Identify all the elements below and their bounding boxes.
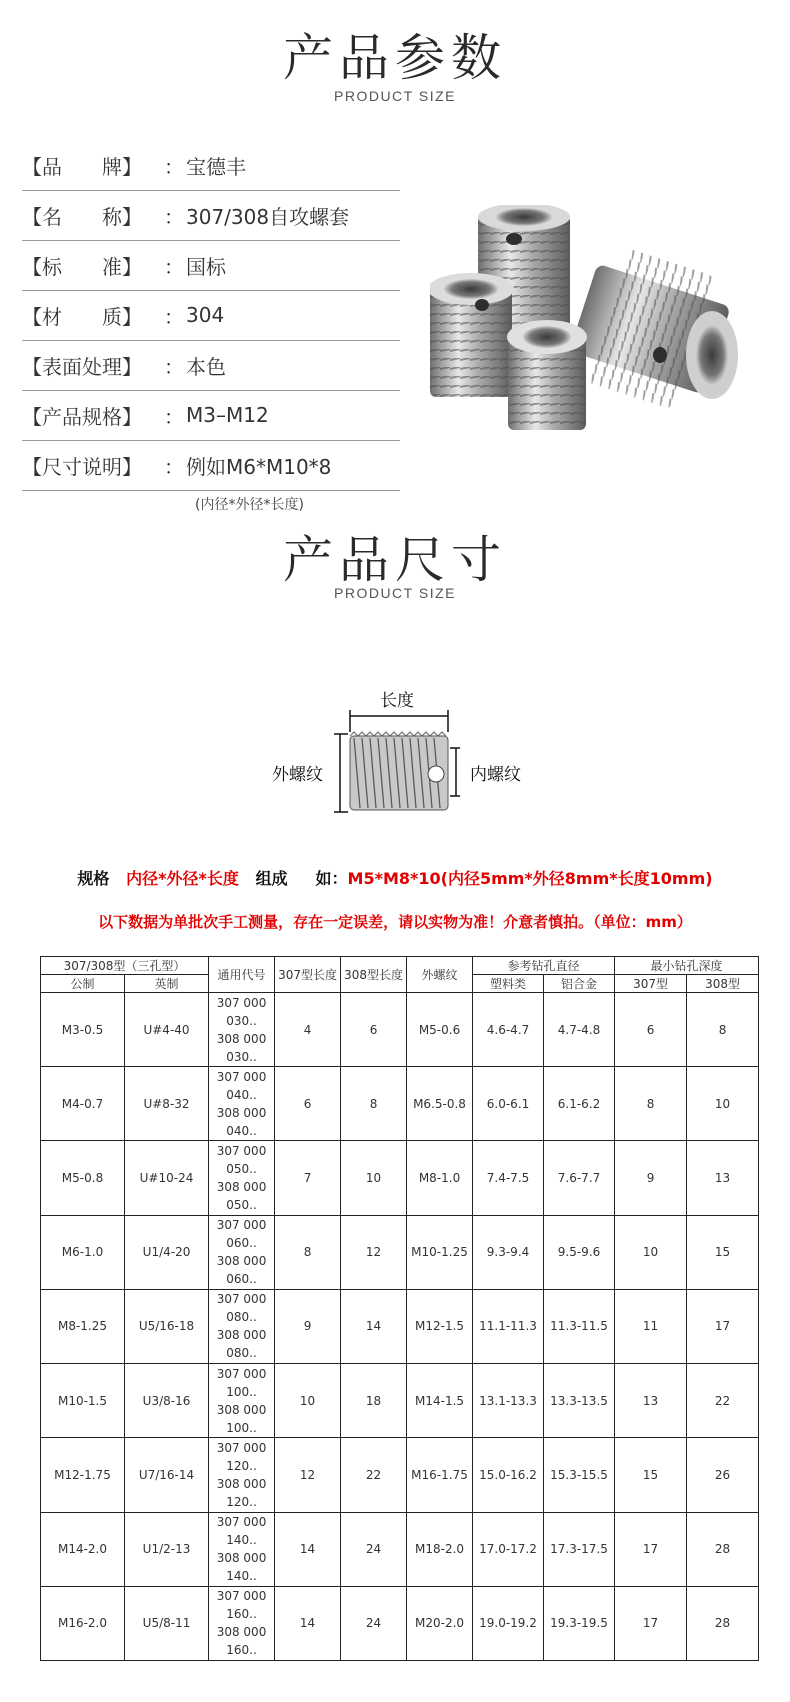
spec-example-value: M5*M8*10(内径5mm*外径8mm*长度10mm) [347,869,713,888]
spec-value: M3–M12 [186,403,269,427]
code-line: 307 000 [216,1218,267,1233]
header-depth-307: 307型 [615,975,687,993]
table-cell-alu: 9.5-9.6 [544,1215,615,1289]
table-cell-d308: 15 [687,1215,759,1289]
spec-example-line [0,866,790,889]
table-cell-outer: M18-2.0 [407,1512,473,1586]
header-metric: 公制 [41,975,125,993]
table-cell-d307: 15 [615,1438,687,1512]
spec-colon: ： [164,204,184,229]
header-drill-diameter: 参考钻孔直径 [473,957,615,975]
code-line: 308 000 [216,1105,267,1120]
measurement-notice: 以下数据为单批次手工测量，存在一定误差，请以实物为准！介意者慎拍。（单位：mm） [98,913,692,931]
table-cell-d307: 6 [615,993,687,1067]
inner-thread-label: 内螺纹 [470,765,521,785]
spec-colon: ： [164,404,184,429]
table-cell-metric: M12-1.75 [41,1438,125,1512]
table-cell-outer: M10-1.25 [407,1215,473,1289]
table-cell-d308: 26 [687,1438,759,1512]
code-line: 040.. [226,1123,257,1138]
section-subtitle-dimensions: PRODUCT SIZE [334,585,456,601]
table-cell-l308: 6 [341,993,407,1067]
spec-label: 【材 质】 [22,304,142,329]
table-cell-metric: M14-2.0 [41,1512,125,1586]
table-cell-plastic: 15.0-16.2 [473,1438,544,1512]
code-line: 308 000 [216,1551,267,1566]
code-line: 307 000 [216,1440,267,1455]
table-cell-d307: 11 [615,1289,687,1363]
table-cell-code [209,1364,275,1438]
code-line: 100.. [226,1384,257,1399]
code-line: 050.. [226,1198,257,1213]
code-line: 307 000 [216,1515,267,1530]
table-cell-code [209,1141,275,1215]
table-cell-l308: 8 [341,1067,407,1141]
table-cell-outer: M14-1.5 [407,1364,473,1438]
table-cell-l307: 14 [275,1512,341,1586]
table-cell-alu: 6.1-6.2 [544,1067,615,1141]
spec-label: 【尺寸说明】 [22,454,142,479]
table-cell-imperial: U5/16-18 [125,1289,209,1363]
table-cell-outer: M16-1.75 [407,1438,473,1512]
table-cell-alu: 13.3-13.5 [544,1364,615,1438]
table-cell-plastic: 6.0-6.1 [473,1067,544,1141]
table-cell-outer: M6.5-0.8 [407,1067,473,1141]
code-line: 060.. [226,1272,257,1287]
header-type-group: 307/308型（三孔型） [41,957,209,975]
table-cell-l307: 7 [275,1141,341,1215]
code-line: 100.. [226,1420,257,1435]
table-row [41,1141,759,1215]
table-cell-l308: 12 [341,1215,407,1289]
table-cell-alu: 11.3-11.5 [544,1289,615,1363]
table-cell-imperial: U1/2-13 [125,1512,209,1586]
table-cell-l307: 8 [275,1215,341,1289]
table-cell-plastic: 11.1-11.3 [473,1289,544,1363]
spec-example-eg: 如： [315,869,348,888]
code-line: 160.. [226,1607,257,1622]
header-depth-308: 308型 [687,975,759,993]
section-title-dimensions: 产品尺寸 [283,531,507,589]
code-line: 307 000 [216,1144,267,1159]
code-line: 120.. [226,1458,257,1473]
spec-footnote: (内径*外径*长度) [195,497,304,513]
table-cell-metric: M16-2.0 [41,1586,125,1660]
spec-value: 307/308自攻螺套 [186,204,350,229]
table-cell-metric: M5-0.8 [41,1141,125,1215]
spec-row-surface [22,340,400,391]
table-cell-imperial: U5/8-11 [125,1586,209,1660]
table-cell-l307: 14 [275,1586,341,1660]
code-line: 307 000 [216,995,267,1010]
code-line: 080.. [226,1346,257,1361]
spec-colon: ： [164,154,184,179]
spec-colon: ： [164,354,184,379]
table-cell-d308: 22 [687,1364,759,1438]
code-line: 307 000 [216,1589,267,1604]
spec-row-size-range [22,390,400,441]
table-row [41,1512,759,1586]
table-cell-metric: M8-1.25 [41,1289,125,1363]
table-cell-code [209,1215,275,1289]
header-drill-depth: 最小钻孔深度 [615,957,759,975]
code-line: 120.. [226,1494,257,1509]
spec-value: 宝德丰 [186,154,246,179]
table-cell-imperial: U#4-40 [125,993,209,1067]
table-row [41,993,759,1067]
table-cell-d308: 28 [687,1512,759,1586]
table-cell-l307: 10 [275,1364,341,1438]
table-row [41,1289,759,1363]
table-cell-l307: 9 [275,1289,341,1363]
code-line: 308 000 [216,1254,267,1269]
table-cell-imperial: U#10-24 [125,1141,209,1215]
table-cell-d307: 13 [615,1364,687,1438]
table-row [41,1586,759,1660]
table-cell-d308: 8 [687,993,759,1067]
table-cell-l307: 4 [275,993,341,1067]
code-line: 307 000 [216,1292,267,1307]
table-cell-code [209,1289,275,1363]
header-code: 通用代号 [209,957,275,993]
table-cell-d307: 17 [615,1586,687,1660]
code-line: 308 000 [216,1625,267,1640]
header-imperial: 英制 [125,975,209,993]
table-cell-imperial: U#8-32 [125,1067,209,1141]
table-cell-outer: M8-1.0 [407,1141,473,1215]
section-subtitle-parameters: PRODUCT SIZE [334,88,456,104]
spec-example-compose: 组成 [255,869,288,888]
table-cell-code [209,1586,275,1660]
table-cell-l308: 14 [341,1289,407,1363]
spec-example-format: 内径*外径*长度 [126,869,239,888]
section-title-parameters: 产品参数 [283,29,507,87]
table-cell-outer: M20-2.0 [407,1586,473,1660]
header-aluminum: 铝合金 [544,975,615,993]
insert-right [569,248,738,410]
table-cell-outer: M12-1.5 [407,1289,473,1363]
table-cell-l308: 22 [341,1438,407,1512]
spec-value: 本色 [186,354,226,379]
table-cell-plastic: 17.0-17.2 [473,1512,544,1586]
code-line: 140.. [226,1533,257,1548]
spec-label: 【品 牌】 [22,154,142,179]
code-line: 160.. [226,1643,257,1658]
spec-colon: ： [164,454,184,479]
code-line: 060.. [226,1236,257,1251]
table-cell-metric: M6-1.0 [41,1215,125,1289]
table-cell-plastic: 7.4-7.5 [473,1141,544,1215]
table-cell-alu: 19.3-19.5 [544,1586,615,1660]
table-row [41,1438,759,1512]
table-cell-code [209,1067,275,1141]
length-label: 长度 [380,691,414,711]
table-cell-code [209,1438,275,1512]
code-line: 030.. [226,1013,257,1028]
table-cell-l308: 24 [341,1586,407,1660]
spec-value: 国标 [186,254,226,279]
code-line: 080.. [226,1310,257,1325]
table-cell-metric: M10-1.5 [41,1364,125,1438]
code-line: 308 000 [216,1031,267,1046]
table-row [41,1215,759,1289]
header-len-308: 308型长度 [341,957,407,993]
code-line: 050.. [226,1162,257,1177]
table-cell-alu: 4.7-4.8 [544,993,615,1067]
table-cell-d307: 17 [615,1512,687,1586]
spec-value: 304 [186,303,225,327]
header-outer-thread: 外螺纹 [407,957,473,993]
insert-left [430,273,514,397]
spec-row-size-note [22,440,400,491]
product-photo [430,205,770,490]
code-line: 040.. [226,1087,257,1102]
table-cell-alu: 7.6-7.7 [544,1141,615,1215]
table-cell-d308: 13 [687,1141,759,1215]
insert-cross-section-drawing [330,708,460,816]
insert-front [507,320,587,430]
table-cell-l307: 6 [275,1067,341,1141]
table-cell-imperial: U3/8-16 [125,1364,209,1438]
table-cell-d307: 10 [615,1215,687,1289]
code-line: 308 000 [216,1180,267,1195]
table-cell-alu: 15.3-15.5 [544,1438,615,1512]
code-line: 030.. [226,1049,257,1064]
spec-label: 【标 准】 [22,254,142,279]
table-cell-l307: 12 [275,1438,341,1512]
outer-thread-label: 外螺纹 [272,765,323,785]
spec-row-name [22,190,400,241]
size-table [40,956,759,1661]
spec-row-brand [22,140,400,191]
spec-row-material [22,290,400,341]
code-line: 140.. [226,1569,257,1584]
code-line: 308 000 [216,1328,267,1343]
table-row [41,1067,759,1141]
table-cell-metric: M4-0.7 [41,1067,125,1141]
spec-value: 例如M6*M10*8 [186,454,332,479]
spec-row-standard [22,240,400,291]
table-cell-d308: 17 [687,1289,759,1363]
table-cell-alu: 17.3-17.5 [544,1512,615,1586]
table-cell-l308: 24 [341,1512,407,1586]
table-cell-outer: M5-0.6 [407,993,473,1067]
spec-colon: ： [164,304,184,329]
table-cell-plastic: 13.1-13.3 [473,1364,544,1438]
table-cell-imperial: U7/16-14 [125,1438,209,1512]
table-cell-l308: 18 [341,1364,407,1438]
table-cell-d308: 10 [687,1067,759,1141]
code-line: 308 000 [216,1402,267,1417]
table-cell-plastic: 9.3-9.4 [473,1215,544,1289]
spec-label: 【名 称】 [22,204,142,229]
spec-example-label: 规格 [77,869,110,888]
spec-label: 【产品规格】 [22,404,142,429]
code-line: 307 000 [216,1069,267,1084]
spec-label: 【表面处理】 [22,354,142,379]
table-cell-plastic: 19.0-19.2 [473,1586,544,1660]
table-cell-metric: M3-0.5 [41,993,125,1067]
code-line: 308 000 [216,1476,267,1491]
table-cell-d307: 9 [615,1141,687,1215]
header-plastic: 塑料类 [473,975,544,993]
header-len-307: 307型长度 [275,957,341,993]
table-cell-code [209,993,275,1067]
spec-colon: ： [164,254,184,279]
table-row [41,1364,759,1438]
table-cell-plastic: 4.6-4.7 [473,993,544,1067]
table-cell-l308: 10 [341,1141,407,1215]
code-line: 307 000 [216,1366,267,1381]
table-cell-d307: 8 [615,1067,687,1141]
table-cell-imperial: U1/4-20 [125,1215,209,1289]
table-cell-d308: 28 [687,1586,759,1660]
table-cell-code [209,1512,275,1586]
